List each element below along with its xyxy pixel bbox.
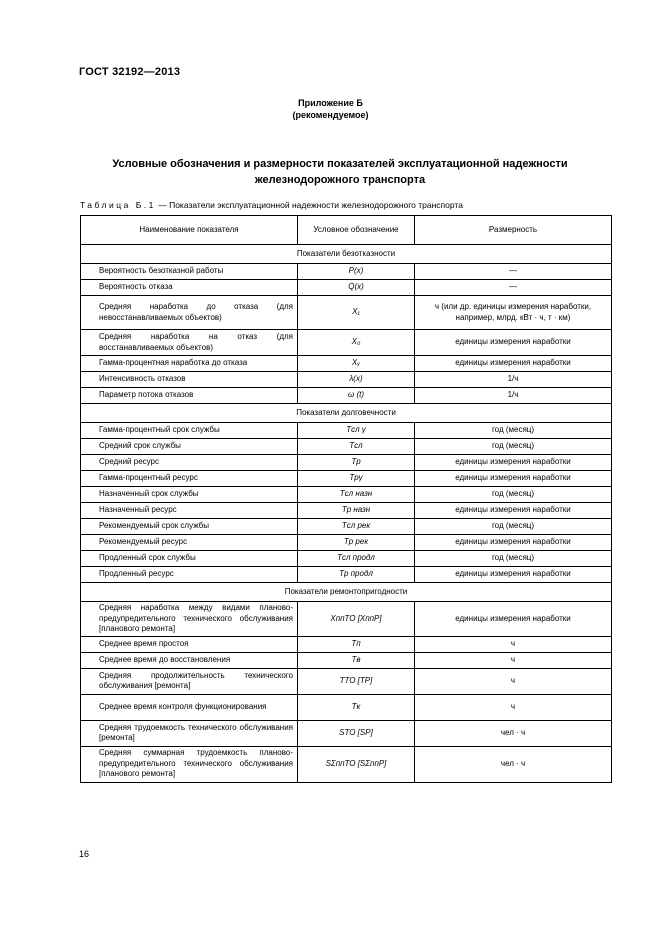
- indicator-name-cell: Интенсивность отказов: [81, 372, 298, 388]
- page-number: 16: [79, 849, 90, 859]
- unit-cell: 1/ч: [415, 372, 612, 388]
- symbol-cell: λ(x): [298, 372, 415, 388]
- unit-cell: год (месяц): [415, 519, 612, 535]
- section-row: [81, 583, 612, 602]
- symbol-cell: Tсл продл: [298, 551, 415, 567]
- table-row: [81, 519, 612, 535]
- indicator-name-cell: Рекомендуемый срок службы: [81, 519, 298, 535]
- appendix-status: (рекомендуемое): [292, 110, 369, 120]
- indicator-name-cell: Среднее время простоя: [81, 636, 298, 652]
- symbol-cell: Xᵧ: [298, 356, 415, 372]
- table-header-row: [81, 216, 612, 245]
- symbol-cell: Tсл назн: [298, 487, 415, 503]
- indicator-name-cell: Средняя наработка до отказа (для невосстанавливаемых объектов): [81, 296, 298, 330]
- unit-cell: ч: [415, 652, 612, 668]
- symbol-cell: Tр назн: [298, 503, 415, 519]
- table-row: [81, 636, 612, 652]
- indicator-name-cell: Рекомендуемый ресурс: [81, 535, 298, 551]
- symbol-cell: X₁: [298, 296, 415, 330]
- unit-cell: 1/ч: [415, 388, 612, 404]
- symbol-cell: Tв: [298, 652, 415, 668]
- section-title-cell: Показатели безотказности: [81, 245, 612, 264]
- section-title-cell: Показатели долговечности: [81, 404, 612, 423]
- symbol-cell: Tсл γ: [298, 423, 415, 439]
- unit-cell: чел · ч: [415, 720, 612, 746]
- indicator-name-cell: Назначенный срок службы: [81, 487, 298, 503]
- column-header: Наименование показателя: [81, 216, 298, 245]
- symbol-cell: Tсл: [298, 439, 415, 455]
- symbol-cell: XппТО [XппР]: [298, 602, 415, 637]
- symbol-cell: ω (t): [298, 388, 415, 404]
- indicator-name-cell: Средняя наработка между видами планово-предупредительного технического обслуживания [планового ремонта]: [81, 602, 298, 637]
- unit-cell: чел · ч: [415, 746, 612, 782]
- indicator-name-cell: Гамма-процентный ресурс: [81, 471, 298, 487]
- table-row: [81, 356, 612, 372]
- indicator-name-cell: Гамма-процентный срок службы: [81, 423, 298, 439]
- symbol-cell: TТО [TР]: [298, 668, 415, 694]
- table-row: [81, 694, 612, 720]
- indicator-name-cell: Среднее время до восстановления: [81, 652, 298, 668]
- table-row: [81, 471, 612, 487]
- table-caption-prefix: Таблица Б.1: [80, 200, 156, 210]
- symbol-cell: Q(x): [298, 280, 415, 296]
- table-row: [81, 746, 612, 782]
- table-row: [81, 280, 612, 296]
- indicator-name-cell: Вероятность отказа: [81, 280, 298, 296]
- indicator-name-cell: Средняя наработка на отказ (для восстанавливаемых объектов): [81, 330, 298, 356]
- document-header: ГОСТ 32192—2013: [79, 66, 181, 78]
- unit-cell: единицы измерения наработки: [415, 455, 612, 471]
- unit-cell: единицы измерения наработки: [415, 471, 612, 487]
- indicator-name-cell: Средняя трудоемкость технического обслуживания [ремонта]: [81, 720, 298, 746]
- table-row: [81, 439, 612, 455]
- section-title-cell: Показатели ремонтопригодности: [81, 583, 612, 602]
- table-caption-text: — Показатели эксплуатационной надежности железнодорожного транспорта: [155, 200, 463, 210]
- column-header: Размерность: [415, 216, 612, 245]
- indicator-name-cell: Продленный срок службы: [81, 551, 298, 567]
- table-row: [81, 652, 612, 668]
- indicator-name-cell: Средняя продолжительность технического обслуживания [ремонта]: [81, 668, 298, 694]
- symbol-cell: Tк: [298, 694, 415, 720]
- table-row: [81, 264, 612, 280]
- section-row: [81, 404, 612, 423]
- symbol-cell: SΣппТО [SΣппР]: [298, 746, 415, 782]
- symbol-cell: X₀: [298, 330, 415, 356]
- unit-cell: ч: [415, 636, 612, 652]
- indicator-name-cell: Вероятность безотказной работы: [81, 264, 298, 280]
- unit-cell: —: [415, 280, 612, 296]
- indicator-name-cell: Назначенный ресурс: [81, 503, 298, 519]
- section-title: Условные обозначения и размерности показателей эксплуатационной надежности железнодорожного транспорта: [112, 158, 568, 186]
- unit-cell: единицы измерения наработки: [415, 503, 612, 519]
- indicator-name-cell: Средняя суммарная трудоемкость планово-предупредительного технического обслуживания [планового ремонта]: [81, 746, 298, 782]
- unit-cell: единицы измерения наработки: [415, 330, 612, 356]
- unit-cell: —: [415, 264, 612, 280]
- table-row: [81, 487, 612, 503]
- unit-cell: ч: [415, 694, 612, 720]
- table-row: [81, 503, 612, 519]
- section-row: [81, 245, 612, 264]
- symbol-cell: Tр рек: [298, 535, 415, 551]
- symbol-cell: Tр: [298, 455, 415, 471]
- table-row: [81, 535, 612, 551]
- table-row: [81, 602, 612, 637]
- table-row: [81, 330, 612, 356]
- unit-cell: единицы измерения наработки: [415, 535, 612, 551]
- unit-cell: год (месяц): [415, 423, 612, 439]
- table-row: [81, 720, 612, 746]
- unit-cell: год (месяц): [415, 439, 612, 455]
- indicator-name-cell: Средний срок службы: [81, 439, 298, 455]
- column-header: Условное обозначение: [298, 216, 415, 245]
- unit-cell: ч (или др. единицы измерения наработки, например, млрд. кВт · ч, т · км): [415, 296, 612, 330]
- table-row: [81, 372, 612, 388]
- unit-cell: единицы измерения наработки: [415, 356, 612, 372]
- unit-cell: единицы измерения наработки: [415, 567, 612, 583]
- appendix-label: Приложение Б: [298, 98, 363, 108]
- indicator-name-cell: Среднее время контроля функционирования: [81, 694, 298, 720]
- unit-cell: ч: [415, 668, 612, 694]
- indicator-name-cell: Средний ресурс: [81, 455, 298, 471]
- unit-cell: год (месяц): [415, 551, 612, 567]
- table-row: [81, 455, 612, 471]
- table-row: [81, 296, 612, 330]
- symbol-cell: Tрγ: [298, 471, 415, 487]
- unit-cell: год (месяц): [415, 487, 612, 503]
- symbol-cell: Tсл рек: [298, 519, 415, 535]
- symbol-cell: SТО [SР]: [298, 720, 415, 746]
- table-row: [81, 551, 612, 567]
- symbol-cell: P(x): [298, 264, 415, 280]
- indicators-table: [80, 215, 612, 783]
- indicator-name-cell: Параметр потока отказов: [81, 388, 298, 404]
- symbol-cell: Tп: [298, 636, 415, 652]
- unit-cell: единицы измерения наработки: [415, 602, 612, 637]
- indicator-name-cell: Гамма-процентная наработка до отказа: [81, 356, 298, 372]
- table-row: [81, 423, 612, 439]
- table-row: [81, 668, 612, 694]
- indicator-name-cell: Продленный ресурс: [81, 567, 298, 583]
- table-row: [81, 567, 612, 583]
- table-caption: [80, 200, 463, 210]
- symbol-cell: Tр продл: [298, 567, 415, 583]
- table-row: [81, 388, 612, 404]
